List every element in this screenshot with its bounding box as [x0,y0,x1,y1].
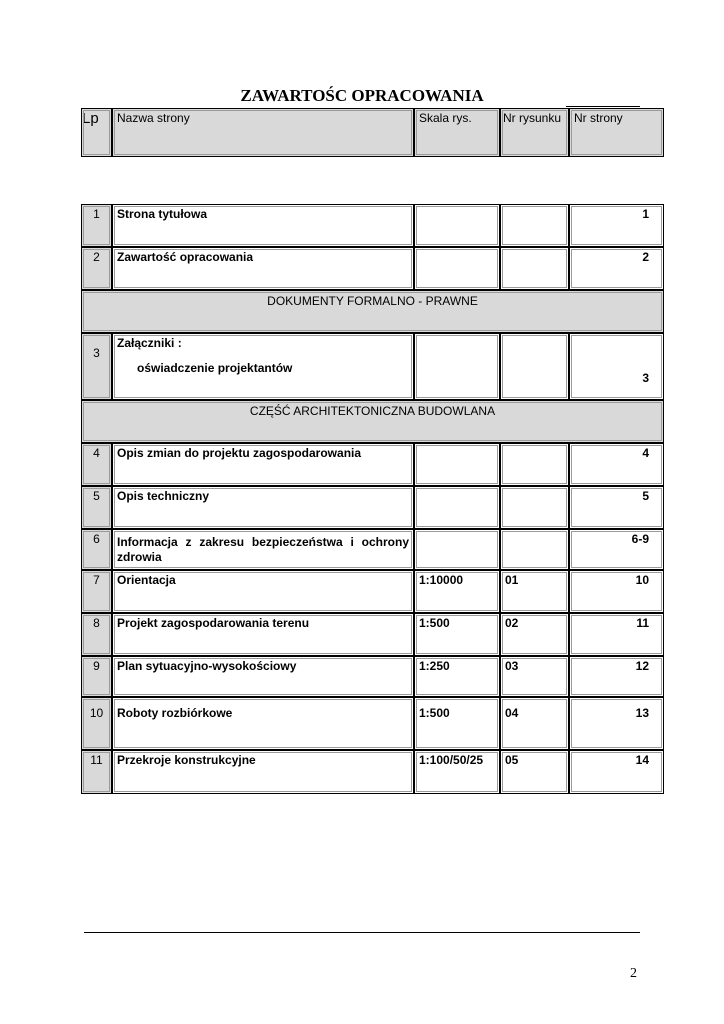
row-drawing: 02 [500,613,569,656]
header-row [81,108,664,157]
row-drawing [500,529,569,570]
row-scale [414,529,500,570]
row-drawing [500,486,569,529]
table-row [81,529,664,570]
row-scale [414,204,500,247]
row-sub-item: oświadczenie projektantów [137,361,293,375]
row-page: 4 [569,443,664,486]
row-name: Przekroje konstrukcyjne [112,750,414,794]
header-name: Nazwa strony [112,108,414,157]
row-lp: 10 [81,697,112,750]
table-row [81,697,664,750]
section-row [81,400,664,443]
row-lp: 3 [81,333,112,400]
table-row [81,486,664,529]
row-scale: 1:500 [414,697,500,750]
row-scale: 1:250 [414,656,500,697]
row-name: Informacja z zakresu bezpieczeństwa i ochrony zdrowia [112,529,414,570]
table-row [81,443,664,486]
row-name: Opis zmian do projektu zagospodarowania [112,443,414,486]
row-drawing [500,204,569,247]
section-row [81,290,664,333]
row-drawing [500,247,569,290]
header-drawing: Nr rysunku [500,108,569,157]
footer-divider [84,932,640,933]
row-page: 14 [569,750,664,794]
row-scale: 1:500 [414,613,500,656]
section-heading: CZĘŚĆ ARCHITEKTONICZNA BUDOWLANA [81,400,664,443]
row-page: 11 [569,613,664,656]
table-row [81,750,664,794]
table-row [81,613,664,656]
row-scale [414,247,500,290]
row-lp: 7 [81,570,112,613]
header-page: Nr strony [569,108,664,157]
row-name: Opis techniczny [112,486,414,529]
row-drawing: 03 [500,656,569,697]
row-name: Zawartość opracowania [112,247,414,290]
section-heading: DOKUMENTY FORMALNO - PRAWNE [81,290,664,333]
row-page: 12 [569,656,664,697]
row-lp: 8 [81,613,112,656]
row-lp: 11 [81,750,112,794]
row-drawing [500,333,569,400]
row-page: 3 [642,371,649,385]
row-name-cell [112,333,414,400]
document-title: ZAWARTOŚC OPRACOWANIA [240,86,484,105]
row-page: 5 [569,486,664,529]
header-scale: Skala rys. [414,108,500,157]
table-row [81,570,664,613]
row-drawing [500,443,569,486]
row-scale [414,333,500,400]
row-name: Plan sytuacyjno-wysokościowy [112,656,414,697]
header-lp: Lp [81,108,112,157]
row-scale: 1:100/50/25 [414,750,500,794]
row-drawing: 01 [500,570,569,613]
row-scale [414,443,500,486]
row-page-cell [569,333,664,400]
table-row [81,656,664,697]
row-scale: 1:10000 [414,570,500,613]
row-scale [414,486,500,529]
row-page: 6-9 [569,529,664,570]
row-lp: 5 [81,486,112,529]
row-lp: 2 [81,247,112,290]
row-lp: 1 [81,204,112,247]
row-name: Załączniki : [117,336,182,350]
page-number: 2 [630,966,637,981]
table-row [81,247,664,290]
row-page: 13 [569,697,664,750]
row-drawing: 04 [500,697,569,750]
row-name: Orientacja [112,570,414,613]
row-name: Projekt zagospodarowania terenu [112,613,414,656]
row-drawing: 05 [500,750,569,794]
row-name: Strona tytułowa [112,204,414,247]
table-row [81,204,664,247]
row-page: 1 [569,204,664,247]
table-row [81,333,664,400]
row-page: 2 [569,247,664,290]
title-underline [566,106,640,107]
row-lp: 6 [81,529,112,570]
row-lp: 9 [81,656,112,697]
row-name: Roboty rozbiórkowe [112,697,414,750]
row-lp: 4 [81,443,112,486]
row-page: 10 [569,570,664,613]
